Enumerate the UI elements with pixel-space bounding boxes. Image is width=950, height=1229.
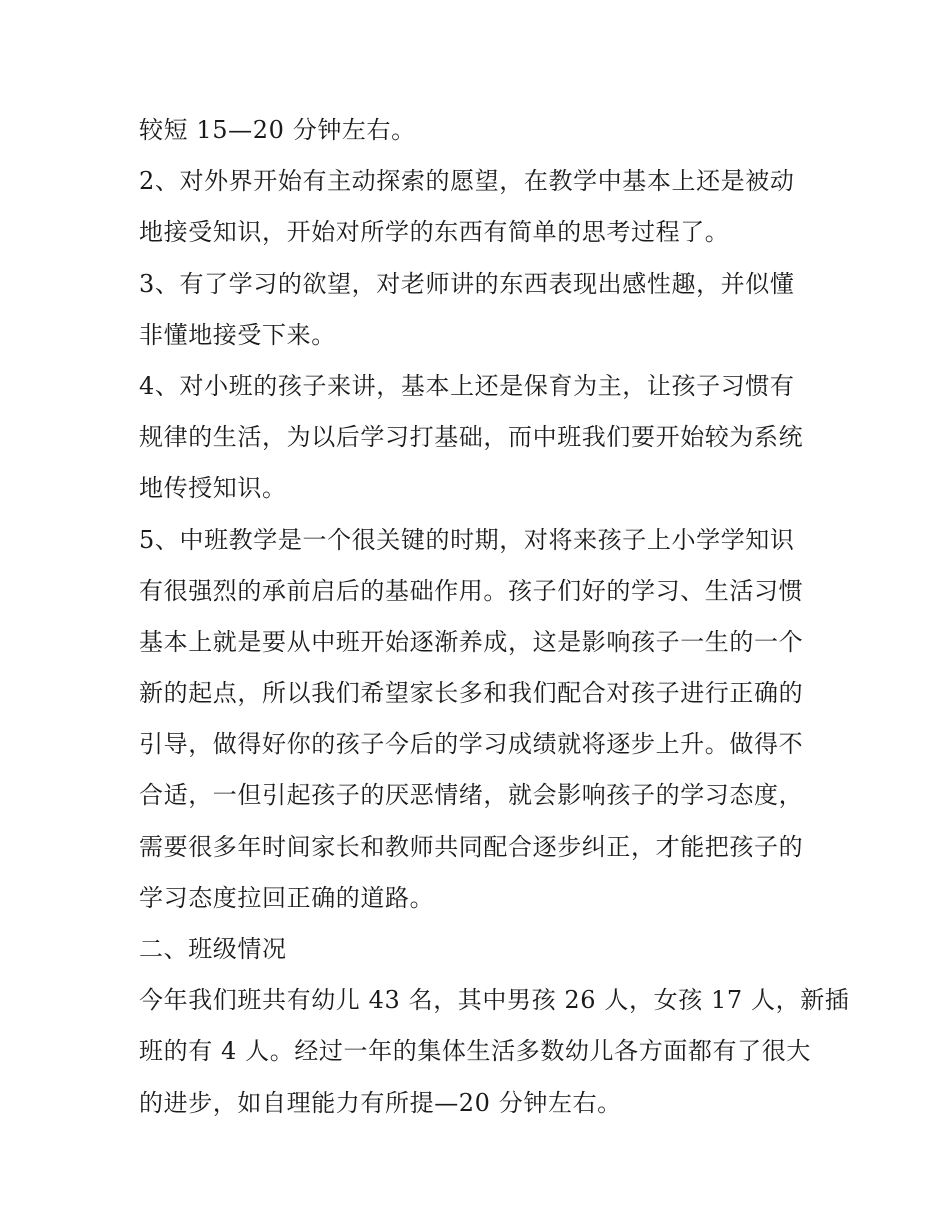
text-line: 引导，做得好你的孩子今后的学习成绩就将逐步上升。做得不 <box>139 730 804 759</box>
text-line: 3、有了学习的欲望，对老师讲的东西表现出感性趣，并似懂 <box>139 269 795 298</box>
text-line: 5、中班教学是一个很关键的时期，对将来孩子上小学学知识 <box>139 525 795 554</box>
text-line: 2、对外界开始有主动探索的愿望，在教学中基本上还是被动 <box>139 167 795 196</box>
section-heading: 二、班级情况 <box>139 935 287 963</box>
text-line: 基本上就是要从中班开始逐渐养成，这是影响孩子一生的一个 <box>139 627 804 656</box>
text-line: 学习态度拉回正确的道路。 <box>139 883 435 912</box>
text-line: 需要很多年时间家长和教师共同配合逐步纠正，才能把孩子的 <box>139 832 804 861</box>
text-line: 规律的生活，为以后学习打基础，而中班我们要开始较为系统 <box>139 423 804 452</box>
text-line: 有很强烈的承前启后的基础作用。孩子们好的学习、生活习惯 <box>139 576 804 605</box>
document-body <box>139 110 850 1134</box>
text-line: 非懂地接受下来。 <box>139 320 336 349</box>
text-line: 地传授知识。 <box>139 474 287 503</box>
text-line: 4、对小班的孩子来讲，基本上还是保育为主，让孩子习惯有 <box>139 371 795 400</box>
text-line: 新的起点，所以我们希望家长多和我们配合对孩子进行正确的 <box>139 679 804 708</box>
text-line: 班的有 4 人。经过一年的集体生活多数幼儿各方面都有了很大 <box>139 1037 811 1066</box>
text-line: 的进步，如自理能力有所提—20 分钟左右。 <box>139 1088 622 1117</box>
text-line: 今年我们班共有幼儿 43 名，其中男孩 26 人，女孩 17 人，新插 <box>139 986 850 1015</box>
text-line: 合适，一但引起孩子的厌恶情绪，就会影响孩子的学习态度， <box>139 781 804 810</box>
text-line: 较短 15—20 分钟左右。 <box>139 116 416 144</box>
text-line: 地接受知识，开始对所学的东西有简单的思考过程了。 <box>139 218 730 247</box>
